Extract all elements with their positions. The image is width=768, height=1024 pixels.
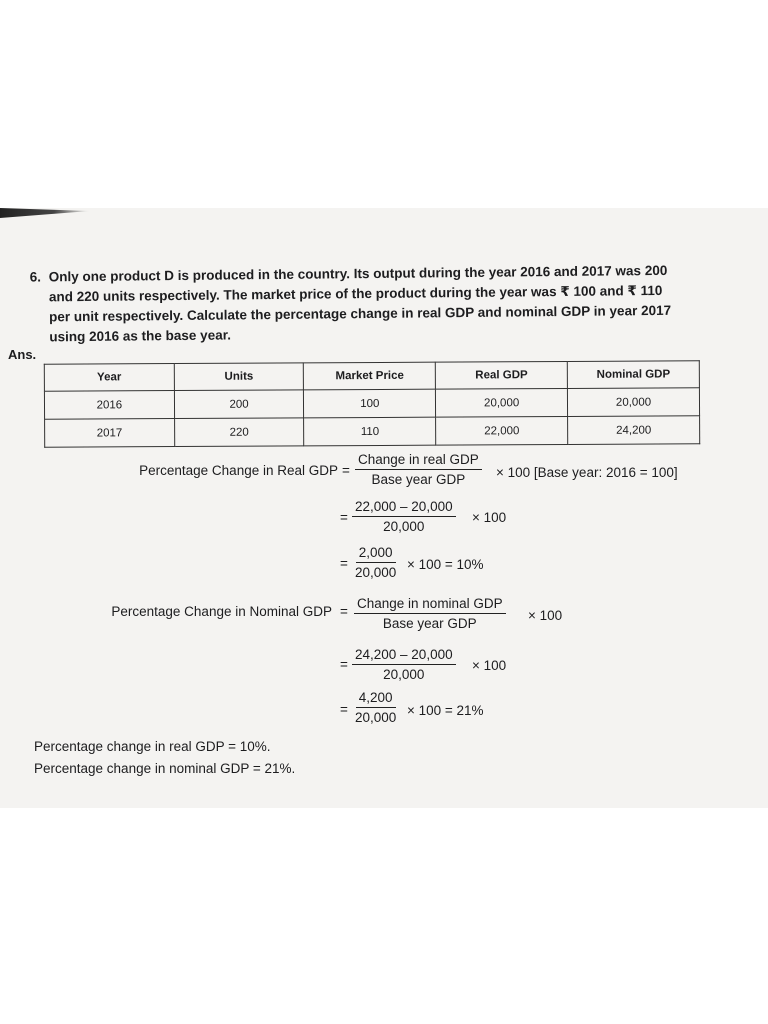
conclusion-nominal-gdp: Percentage change in nominal GDP = 21%. [34, 761, 296, 776]
nominal-gdp-eq-1: = [340, 604, 348, 619]
nominal-gdp-eq-3: = [340, 702, 348, 717]
real-gdp-fraction-3 [352, 545, 399, 580]
question-line-4: using 2016 as the base year. [49, 327, 232, 345]
real-gdp-fraction-2 [352, 499, 456, 534]
nominal-gdp-lhs: Percentage Change in Nominal GDP [111, 604, 332, 619]
cell-market-price: 110 [304, 417, 436, 446]
cell-year: 2016 [44, 391, 174, 420]
cell-units: 200 [174, 390, 304, 419]
real-gdp-tail-3: × 100 = 10% [407, 557, 484, 572]
real-gdp-tail-2: × 100 [472, 510, 507, 525]
cell-units: 220 [174, 418, 304, 447]
answer-label: Ans. [8, 347, 37, 362]
header-nominal-gdp: Nominal GDP [567, 361, 699, 389]
real-gdp-numerator-1: Change in real GDP [355, 452, 482, 470]
real-gdp-numerator-2: 22,000 – 20,000 [352, 499, 456, 517]
cell-year: 2017 [45, 419, 175, 448]
nominal-gdp-numerator-2: 24,200 – 20,000 [352, 647, 456, 665]
cell-nominal-gdp: 24,200 [568, 416, 700, 445]
cell-nominal-gdp: 20,000 [567, 388, 699, 417]
real-gdp-denominator-1: Base year GDP [371, 472, 466, 487]
real-gdp-tail-1: × 100 [Base year: 2016 = 100] [496, 465, 678, 480]
question-number: 6. [29, 269, 42, 285]
nominal-gdp-numerator-1: Change in nominal GDP [354, 596, 506, 614]
header-units: Units [174, 363, 304, 391]
nominal-gdp-fraction-1 [354, 596, 506, 631]
question-line-1: Only one product D is produced in the country. Its output during the year 2016 and 2017 was 200 [48, 262, 668, 285]
cell-real-gdp: 20,000 [436, 388, 568, 417]
real-gdp-denominator-3: 20,000 [355, 565, 397, 580]
nominal-gdp-tail-1: × 100 [528, 608, 563, 623]
nominal-gdp-fraction-3 [352, 690, 399, 725]
real-gdp-lhs: Percentage Change in Real GDP [139, 463, 338, 478]
real-gdp-numerator-3: 2,000 [356, 545, 396, 563]
real-gdp-eq-3: = [340, 556, 348, 571]
nominal-gdp-tail-2: × 100 [472, 658, 507, 673]
header-year: Year [44, 364, 174, 392]
conclusion-real-gdp: Percentage change in real GDP = 10%. [34, 739, 271, 754]
nominal-gdp-tail-3: × 100 = 21% [407, 703, 484, 718]
nominal-gdp-denominator-2: 20,000 [383, 667, 425, 682]
nominal-gdp-numerator-3: 4,200 [356, 690, 396, 708]
header-market-price: Market Price [304, 362, 436, 390]
nominal-gdp-denominator-3: 20,000 [355, 710, 397, 725]
cell-real-gdp: 22,000 [436, 416, 568, 445]
nominal-gdp-fraction-2 [352, 647, 456, 682]
real-gdp-denominator-2: 20,000 [383, 519, 425, 534]
real-gdp-eq-1: = [342, 463, 350, 478]
real-gdp-eq-2: = [340, 510, 348, 525]
cell-market-price: 100 [304, 389, 436, 418]
nominal-gdp-eq-2: = [340, 657, 348, 672]
question-line-2: and 220 units respectively. The market price of the product during the year was ₹ 100 and ₹ 110 [48, 282, 663, 305]
nominal-gdp-denominator-1: Base year GDP [382, 616, 477, 631]
question-line-3: per unit respectively. Calculate the percentage change in real GDP and nominal GDP in year 2017 [49, 302, 672, 325]
real-gdp-fraction-1 [355, 452, 482, 487]
header-real-gdp: Real GDP [436, 361, 568, 389]
